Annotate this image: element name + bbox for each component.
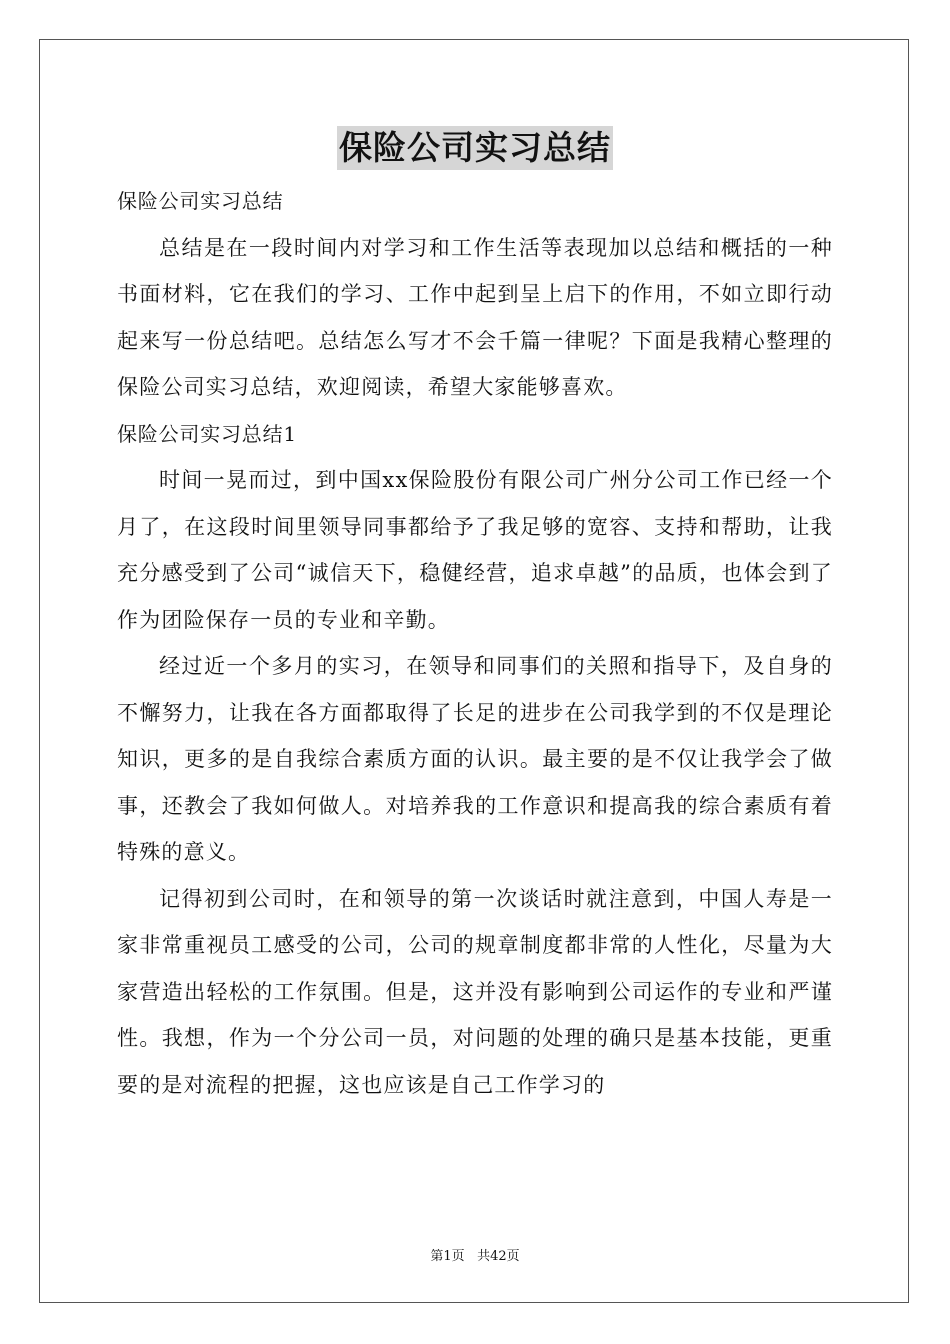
document-title: 保险公司实习总结 (337, 126, 613, 170)
document-body (117, 126, 833, 1108)
section-heading: 保险公司实习总结1 (117, 421, 297, 446)
body-paragraph-3: 记得初到公司时，在和领导的第一次谈话时就注意到，中国人寿是一家非常重视员工感受的公司，公司的规章制度都非常的人性化，尽量为大家营造出轻松的工作氛围。但是，这并没有影响到公司运作的专业和严谨性。我想，作为一个分公司一员，对问题的处理的确只是基本技能，更重要的是对流程的把握，这也应该是自己工作学习的 (117, 886, 833, 1097)
body-paragraph-1: 时间一晃而过，到中国xx保险股份有限公司广州分公司工作已经一个月了，在这段时间里领导同事都给予了我足够的宽容、支持和帮助，让我充分感受到了公司“诚信天下，稳健经营，追求卓越”的品质，也体会到了作为团险保存一员的专业和辛勤。 (117, 468, 833, 632)
page-number: 第1页 (430, 1249, 465, 1264)
intro-paragraph: 总结是在一段时间内对学习和工作生活等表现加以总结和概括的一种书面材料，它在我们的学习、工作中起到呈上启下的作用，不如立即行动起来写一份总结吧。总结怎么写才不会千篇一律呢？下面是我精心整理的保险公司实习总结，欢迎阅读，希望大家能够喜欢。 (117, 235, 833, 399)
title-container (117, 126, 833, 174)
page-total: 共42页 (477, 1249, 520, 1264)
page-footer (0, 1248, 950, 1266)
document-subtitle: 保险公司实习总结 (117, 189, 284, 213)
body-paragraph-2: 经过近一个多月的实习，在领导和同事们的关照和指导下，及自身的不懈努力，让我在各方面都取得了长足的进步在公司我学到的不仅是理论知识，更多的是自我综合素质方面的认识。最主要的是不仅让我学会了做事，还教会了我如何做人。对培养我的工作意识和提高我的综合素质有着特殊的意义。 (117, 654, 833, 864)
